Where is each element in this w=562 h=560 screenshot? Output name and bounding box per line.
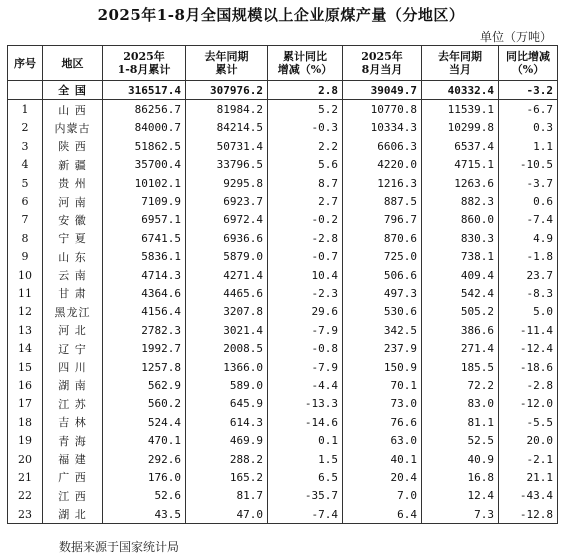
cell-month-2025: 530.6 xyxy=(343,303,422,321)
cell-cum-prev: 307976.2 xyxy=(186,81,268,100)
header-region: 地区 xyxy=(43,46,103,81)
cell-month-2025: 725.0 xyxy=(343,248,422,266)
cell-seq: 16 xyxy=(8,376,43,394)
cell-month-2025: 70.1 xyxy=(343,376,422,394)
cell-month-prev: 1263.6 xyxy=(422,174,499,192)
table-row xyxy=(8,100,558,119)
header-month-yoy: 同比增减 （%） xyxy=(499,46,558,81)
table-row xyxy=(8,487,558,505)
cell-cum-2025: 292.6 xyxy=(103,450,186,468)
cell-month-yoy: 4.9 xyxy=(499,229,558,247)
cell-seq: 11 xyxy=(8,284,43,302)
cell-seq: 18 xyxy=(8,413,43,431)
cell-cum-2025: 176.0 xyxy=(103,468,186,486)
cell-month-2025: 10770.8 xyxy=(343,100,422,119)
table-row xyxy=(8,248,558,266)
cell-cum-prev: 288.2 xyxy=(186,450,268,468)
cell-region: 湖 北 xyxy=(43,505,103,524)
cell-cum-2025: 5836.1 xyxy=(103,248,186,266)
cell-region: 陕 西 xyxy=(43,137,103,155)
cell-cum-yoy: -14.6 xyxy=(268,413,343,431)
cell-month-prev: 6537.4 xyxy=(422,137,499,155)
cell-month-prev: 4715.1 xyxy=(422,156,499,174)
table-header-row xyxy=(8,46,558,81)
page-title: 2025年1-8月全国规模以上企业原煤产量（分地区） xyxy=(97,6,465,24)
cell-month-2025: 870.6 xyxy=(343,229,422,247)
cell-month-prev: 40.9 xyxy=(422,450,499,468)
cell-region: 山 西 xyxy=(43,100,103,119)
cell-cum-2025: 10102.1 xyxy=(103,174,186,192)
cell-cum-yoy: 1.5 xyxy=(268,450,343,468)
cell-region: 湖 南 xyxy=(43,376,103,394)
cell-cum-yoy: 5.2 xyxy=(268,100,343,119)
cell-month-2025: 73.0 xyxy=(343,395,422,413)
cell-month-2025: 497.3 xyxy=(343,284,422,302)
cell-cum-2025: 43.5 xyxy=(103,505,186,524)
cell-month-prev: 882.3 xyxy=(422,192,499,210)
cell-region: 广 西 xyxy=(43,468,103,486)
cell-region: 云 南 xyxy=(43,266,103,284)
table-row xyxy=(8,395,558,413)
cell-month-prev: 40332.4 xyxy=(422,81,499,100)
cell-cum-prev: 6923.7 xyxy=(186,192,268,210)
cell-cum-2025: 4714.3 xyxy=(103,266,186,284)
cell-month-prev: 830.3 xyxy=(422,229,499,247)
cell-cum-yoy: 2.8 xyxy=(268,81,343,100)
cell-month-yoy: -12.4 xyxy=(499,339,558,357)
cell-seq: 13 xyxy=(8,321,43,339)
cell-month-2025: 887.5 xyxy=(343,192,422,210)
table-row xyxy=(8,192,558,210)
cell-cum-2025: 524.4 xyxy=(103,413,186,431)
header-month-2025: 2025年 8月当月 xyxy=(343,46,422,81)
cell-month-yoy: 0.3 xyxy=(499,119,558,137)
cell-seq xyxy=(8,81,43,100)
cell-cum-yoy: -0.8 xyxy=(268,339,343,357)
cell-month-2025: 506.6 xyxy=(343,266,422,284)
cell-cum-prev: 645.9 xyxy=(186,395,268,413)
cell-seq: 20 xyxy=(8,450,43,468)
table-row xyxy=(8,137,558,155)
cell-region: 青 海 xyxy=(43,431,103,449)
cell-seq: 8 xyxy=(8,229,43,247)
cell-month-2025: 6606.3 xyxy=(343,137,422,155)
cell-cum-2025: 4364.6 xyxy=(103,284,186,302)
cell-cum-yoy: 29.6 xyxy=(268,303,343,321)
cell-cum-yoy: -35.7 xyxy=(268,487,343,505)
cell-month-prev: 83.0 xyxy=(422,395,499,413)
header-month-prev: 去年同期 当月 xyxy=(422,46,499,81)
cell-region: 山 东 xyxy=(43,248,103,266)
table-row xyxy=(8,358,558,376)
cell-month-2025: 6.4 xyxy=(343,505,422,524)
cell-month-yoy: -7.4 xyxy=(499,211,558,229)
cell-month-2025: 10334.3 xyxy=(343,119,422,137)
cell-month-2025: 39049.7 xyxy=(343,81,422,100)
cell-cum-2025: 35700.4 xyxy=(103,156,186,174)
cell-region: 江 西 xyxy=(43,487,103,505)
cell-cum-prev: 2008.5 xyxy=(186,339,268,357)
table-row xyxy=(8,431,558,449)
cell-cum-2025: 562.9 xyxy=(103,376,186,394)
table-row xyxy=(8,156,558,174)
cell-cum-yoy: -4.4 xyxy=(268,376,343,394)
cell-cum-yoy: -2.3 xyxy=(268,284,343,302)
cell-month-yoy: -3.2 xyxy=(499,81,558,100)
table-row xyxy=(8,266,558,284)
cell-cum-yoy: -7.9 xyxy=(268,321,343,339)
cell-region: 宁 夏 xyxy=(43,229,103,247)
cell-cum-2025: 52.6 xyxy=(103,487,186,505)
cell-month-yoy: -8.3 xyxy=(499,284,558,302)
cell-cum-yoy: -7.4 xyxy=(268,505,343,524)
cell-month-yoy: 21.1 xyxy=(499,468,558,486)
cell-seq: 4 xyxy=(8,156,43,174)
cell-month-yoy: -12.8 xyxy=(499,505,558,524)
cell-region: 黑龙江 xyxy=(43,303,103,321)
cell-month-2025: 1216.3 xyxy=(343,174,422,192)
cell-cum-2025: 1257.8 xyxy=(103,358,186,376)
cell-month-prev: 409.4 xyxy=(422,266,499,284)
cell-month-yoy: 23.7 xyxy=(499,266,558,284)
header-cum-2025: 2025年 1-8月累计 xyxy=(103,46,186,81)
cell-cum-prev: 3021.4 xyxy=(186,321,268,339)
cell-cum-prev: 81984.2 xyxy=(186,100,268,119)
table-row xyxy=(8,321,558,339)
cell-cum-2025: 1992.7 xyxy=(103,339,186,357)
table-row xyxy=(8,211,558,229)
cell-cum-yoy: 8.7 xyxy=(268,174,343,192)
cell-cum-2025: 51862.5 xyxy=(103,137,186,155)
cell-month-prev: 81.1 xyxy=(422,413,499,431)
cell-month-yoy: -10.5 xyxy=(499,156,558,174)
table-row xyxy=(8,229,558,247)
cell-cum-2025: 86256.7 xyxy=(103,100,186,119)
coal-production-table xyxy=(7,45,558,524)
cell-month-yoy: 1.1 xyxy=(499,137,558,155)
cell-region: 甘 肃 xyxy=(43,284,103,302)
cell-region: 全 国 xyxy=(43,81,103,100)
cell-cum-2025: 6741.5 xyxy=(103,229,186,247)
cell-seq: 5 xyxy=(8,174,43,192)
cell-month-prev: 542.4 xyxy=(422,284,499,302)
table-row xyxy=(8,303,558,321)
cell-month-prev: 16.8 xyxy=(422,468,499,486)
cell-cum-2025: 84000.7 xyxy=(103,119,186,137)
cell-month-prev: 72.2 xyxy=(422,376,499,394)
cell-seq: 6 xyxy=(8,192,43,210)
cell-seq: 2 xyxy=(8,119,43,137)
cell-month-2025: 40.1 xyxy=(343,450,422,468)
cell-cum-prev: 33796.5 xyxy=(186,156,268,174)
cell-cum-prev: 81.7 xyxy=(186,487,268,505)
cell-cum-yoy: -13.3 xyxy=(268,395,343,413)
header-cum-prev: 去年同期 累计 xyxy=(186,46,268,81)
cell-cum-2025: 470.1 xyxy=(103,431,186,449)
cell-seq: 9 xyxy=(8,248,43,266)
table-row xyxy=(8,174,558,192)
cell-region: 吉 林 xyxy=(43,413,103,431)
cell-month-yoy: -12.0 xyxy=(499,395,558,413)
cell-month-yoy: 20.0 xyxy=(499,431,558,449)
cell-cum-yoy: 2.2 xyxy=(268,137,343,155)
cell-month-yoy: -3.7 xyxy=(499,174,558,192)
cell-month-yoy: -2.1 xyxy=(499,450,558,468)
cell-seq: 10 xyxy=(8,266,43,284)
cell-seq: 17 xyxy=(8,395,43,413)
cell-cum-yoy: -0.3 xyxy=(268,119,343,137)
cell-seq: 12 xyxy=(8,303,43,321)
unit-note: 单位（万吨） xyxy=(479,30,552,44)
cell-seq: 14 xyxy=(8,339,43,357)
cell-cum-yoy: 10.4 xyxy=(268,266,343,284)
cell-region: 内蒙古 xyxy=(43,119,103,137)
cell-cum-prev: 84214.5 xyxy=(186,119,268,137)
cell-seq: 22 xyxy=(8,487,43,505)
cell-region: 新 疆 xyxy=(43,156,103,174)
cell-month-2025: 150.9 xyxy=(343,358,422,376)
cell-cum-2025: 4156.4 xyxy=(103,303,186,321)
cell-cum-prev: 589.0 xyxy=(186,376,268,394)
cell-month-prev: 738.1 xyxy=(422,248,499,266)
cell-cum-prev: 6936.6 xyxy=(186,229,268,247)
cell-cum-prev: 165.2 xyxy=(186,468,268,486)
cell-month-2025: 7.0 xyxy=(343,487,422,505)
table-row xyxy=(8,505,558,524)
cell-seq: 3 xyxy=(8,137,43,155)
cell-cum-2025: 316517.4 xyxy=(103,81,186,100)
cell-month-prev: 860.0 xyxy=(422,211,499,229)
cell-seq: 23 xyxy=(8,505,43,524)
cell-region: 贵 州 xyxy=(43,174,103,192)
cell-cum-prev: 47.0 xyxy=(186,505,268,524)
cell-cum-prev: 9295.8 xyxy=(186,174,268,192)
cell-seq: 15 xyxy=(8,358,43,376)
cell-cum-prev: 6972.4 xyxy=(186,211,268,229)
cell-month-prev: 7.3 xyxy=(422,505,499,524)
table-row xyxy=(8,119,558,137)
table-row xyxy=(8,450,558,468)
cell-cum-2025: 6957.1 xyxy=(103,211,186,229)
cell-cum-prev: 3207.8 xyxy=(186,303,268,321)
cell-month-prev: 185.5 xyxy=(422,358,499,376)
cell-month-2025: 342.5 xyxy=(343,321,422,339)
cell-month-yoy: -43.4 xyxy=(499,487,558,505)
cell-cum-yoy: -7.9 xyxy=(268,358,343,376)
header-seq: 序号 xyxy=(8,46,43,81)
table-row xyxy=(8,284,558,302)
cell-month-yoy: -5.5 xyxy=(499,413,558,431)
cell-month-prev: 11539.1 xyxy=(422,100,499,119)
cell-month-yoy: -18.6 xyxy=(499,358,558,376)
cell-month-yoy: -6.7 xyxy=(499,100,558,119)
cell-region: 江 苏 xyxy=(43,395,103,413)
cell-month-2025: 237.9 xyxy=(343,339,422,357)
cell-month-yoy: -1.8 xyxy=(499,248,558,266)
cell-cum-prev: 4465.6 xyxy=(186,284,268,302)
header-cum-yoy: 累计同比 增减（%） xyxy=(268,46,343,81)
cell-month-2025: 63.0 xyxy=(343,431,422,449)
cell-month-2025: 76.6 xyxy=(343,413,422,431)
cell-cum-prev: 50731.4 xyxy=(186,137,268,155)
cell-region: 福 建 xyxy=(43,450,103,468)
table-row xyxy=(8,413,558,431)
cell-seq: 7 xyxy=(8,211,43,229)
table-row xyxy=(8,376,558,394)
cell-month-prev: 12.4 xyxy=(422,487,499,505)
cell-cum-2025: 7109.9 xyxy=(103,192,186,210)
cell-month-prev: 52.5 xyxy=(422,431,499,449)
table-row xyxy=(8,339,558,357)
table-row xyxy=(8,468,558,486)
cell-region: 安 徽 xyxy=(43,211,103,229)
cell-seq: 21 xyxy=(8,468,43,486)
cell-cum-2025: 2782.3 xyxy=(103,321,186,339)
cell-cum-prev: 614.3 xyxy=(186,413,268,431)
cell-cum-yoy: 5.6 xyxy=(268,156,343,174)
cell-month-prev: 505.2 xyxy=(422,303,499,321)
cell-month-2025: 20.4 xyxy=(343,468,422,486)
cell-cum-yoy: -0.7 xyxy=(268,248,343,266)
cell-month-2025: 4220.0 xyxy=(343,156,422,174)
cell-cum-prev: 5879.0 xyxy=(186,248,268,266)
table-row-total xyxy=(8,81,558,100)
cell-cum-yoy: -2.8 xyxy=(268,229,343,247)
cell-cum-yoy: 0.1 xyxy=(268,431,343,449)
cell-region: 河 南 xyxy=(43,192,103,210)
cell-region: 河 北 xyxy=(43,321,103,339)
cell-month-yoy: 5.0 xyxy=(499,303,558,321)
cell-month-prev: 386.6 xyxy=(422,321,499,339)
cell-cum-prev: 4271.4 xyxy=(186,266,268,284)
cell-month-yoy: 0.6 xyxy=(499,192,558,210)
cell-cum-2025: 560.2 xyxy=(103,395,186,413)
cell-cum-yoy: 2.7 xyxy=(268,192,343,210)
cell-region: 辽 宁 xyxy=(43,339,103,357)
cell-cum-yoy: 6.5 xyxy=(268,468,343,486)
cell-month-yoy: -11.4 xyxy=(499,321,558,339)
cell-seq: 19 xyxy=(8,431,43,449)
cell-cum-prev: 469.9 xyxy=(186,431,268,449)
source-note: 数据来源于国家统计局 xyxy=(59,540,180,554)
cell-seq: 1 xyxy=(8,100,43,119)
cell-cum-yoy: -0.2 xyxy=(268,211,343,229)
cell-month-prev: 271.4 xyxy=(422,339,499,357)
cell-month-2025: 796.7 xyxy=(343,211,422,229)
cell-cum-prev: 1366.0 xyxy=(186,358,268,376)
cell-month-yoy: -2.8 xyxy=(499,376,558,394)
cell-month-prev: 10299.8 xyxy=(422,119,499,137)
cell-region: 四 川 xyxy=(43,358,103,376)
